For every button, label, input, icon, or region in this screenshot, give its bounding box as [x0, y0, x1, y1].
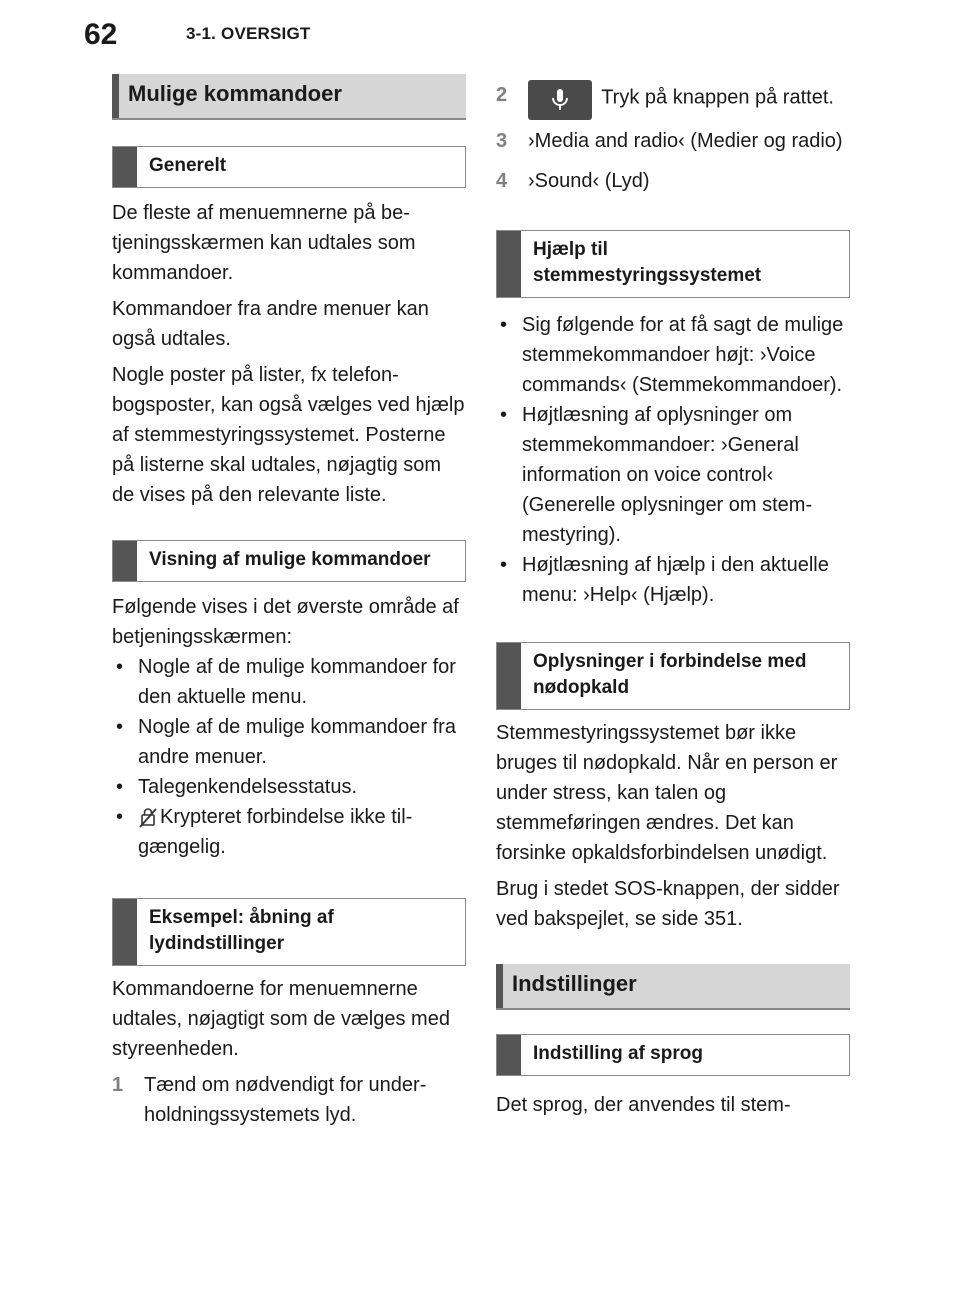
chapter-title: 3-1. OVERSIGT [186, 24, 311, 43]
subheading-noedopkald: Oplysninger i forbindelse med nødopkald [496, 642, 850, 710]
list-item: • Talegenkendelsesstatus. [116, 776, 358, 798]
subheading-hjaelp: Hjælp til stemmestyringssystemet [496, 230, 850, 298]
crossed-out-connection-icon [138, 807, 158, 829]
visning-intro: Følgende vises i det øverste område af betjeningsskærmen: [112, 596, 459, 648]
microphone-icon [528, 80, 592, 120]
noedopkald-paragraph-1: Stemmestyringssystemet bør ikke bruges til nødopkald. Når en person er under stress, kan talen og stemmeføringen ændres. Det kan forsinke opkaldsforbindelsen unødigt. [496, 722, 838, 864]
list-item: • Krypteret forbindelse ikke tilgængelig. [116, 806, 413, 858]
step-1: 1 Tænd om nødvendigt for underholdningssystemets lyd. [112, 1074, 427, 1126]
list-item: • Nogle af de mulige kommandoer for den aktuelle menu. [116, 656, 456, 708]
right-column [496, 74, 850, 1120]
generelt-paragraph-2: Kommandoer fra andre menuer kan også udtales. [112, 298, 429, 350]
steering-wheel-voice-button [528, 80, 592, 120]
sprog-paragraph: Det sprog, der anvendes til stem- [496, 1094, 791, 1116]
eksempel-intro: Kommandoerne for menuemnerne udtales, nøjagtigt som de vælges med styreenheden. [112, 978, 450, 1060]
section-heading-indstillinger: Indstillinger [496, 964, 850, 1010]
step-4: 4 ›Sound‹ (Lyd) [496, 170, 650, 192]
noedopkald-paragraph-2: Brug i stedet SOS-knappen, der sidder ved bakspejlet, se side 351. [496, 878, 840, 930]
section-heading-mulige-kommandoer: Mulige kommandoer [112, 74, 466, 120]
step-2: 2 Tryk på knappen på rattet. [496, 80, 850, 116]
left-column [112, 74, 466, 1130]
subheading-sprog: Indstilling af sprog [496, 1034, 850, 1076]
page-number: 62 [84, 18, 118, 51]
list-item: • Højtlæsning af oplysninger om stemmekommandoer: ›General information on voice control‹ (Generelle oplysninger om stemmestyring). [500, 404, 813, 546]
subheading-generelt: Generelt [112, 146, 466, 188]
subheading-eksempel: Eksempel: åbning af lydindstillinger [112, 898, 466, 966]
visning-list [112, 652, 466, 862]
hjaelp-list [496, 310, 850, 610]
list-item: • Sig følgende for at få sagt de mulige stemmekommandoer højt: ›Voice commands‹ (Stemmekommandoer). [500, 314, 844, 396]
generelt-paragraph-3: Nogle poster på lister, fx telefonbogsposter, kan også vælges ved hjælp af stemmestyringssystemet. Posterne på listerne skal udtales, nøjagtig som de vises på den relevante liste. [112, 364, 465, 506]
list-item: • Højtlæsning af hjælp i den aktuelle menu: ›Help‹ (Hjælp). [500, 554, 829, 606]
subheading-visning: Visning af mulige kommandoer [112, 540, 466, 582]
list-item: • Nogle af de mulige kommandoer fra andre menuer. [116, 716, 456, 768]
generelt-paragraph-1: De fleste af menuemnerne på betjeningsskærmen kan udtales som kommandoer. [112, 202, 416, 284]
step-3: 3 ›Media and radio‹ (Medier og radio) [496, 130, 843, 152]
